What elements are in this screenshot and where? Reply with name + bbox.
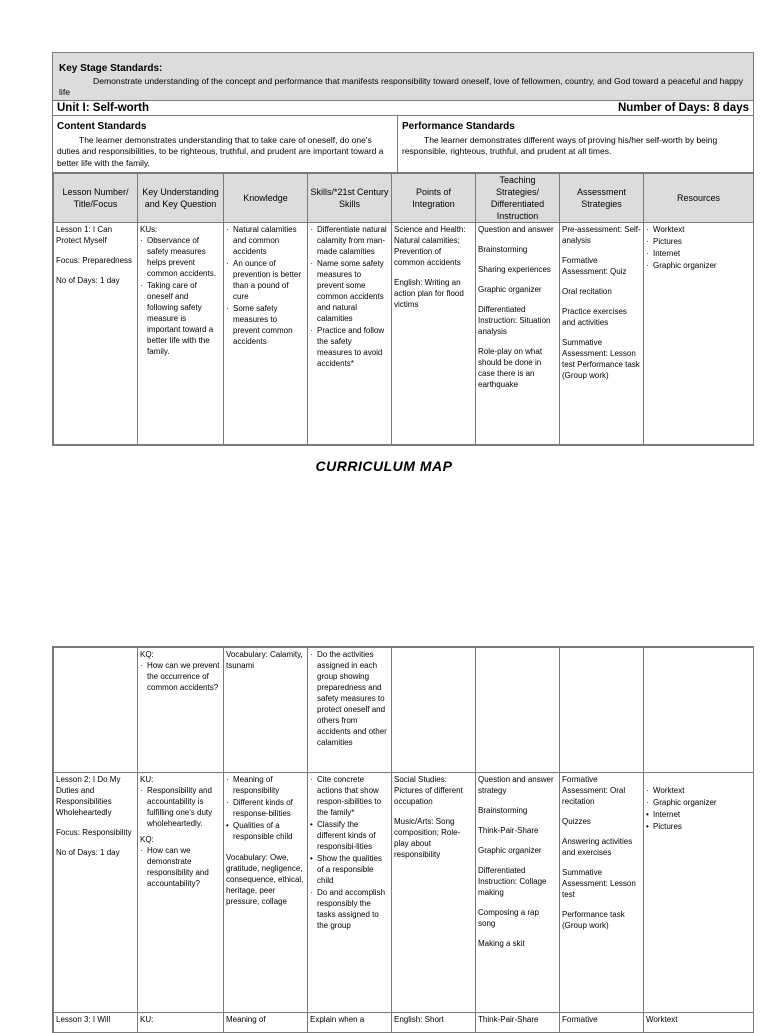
lesson-cell: Lesson 2: I Do My Duties and Responsibilities Wholeheartedly Focus: Responsibility No of Days: 1 day bbox=[54, 773, 138, 1013]
table-row bbox=[54, 223, 754, 445]
col-resources: Resources bbox=[644, 174, 754, 223]
standards-row bbox=[53, 116, 753, 173]
performance-standards-text: The learner demonstrates different ways of proving his/her self-worth by being responsible, righteous, truthful, and prudent at all times. bbox=[402, 134, 718, 156]
assessment-cell bbox=[560, 648, 644, 773]
col-teaching: Teaching Strategies/ Differentiated Instruction bbox=[476, 174, 560, 223]
curriculum-map-page-2 bbox=[52, 646, 754, 1033]
integration-cell: English: Short bbox=[392, 1013, 476, 1033]
key-understanding-cell: KU: · Responsibility and accountability is fulfilling one's duty wholeheartedly. KQ: · How can we demonstrate responsibility and accountability? bbox=[138, 773, 224, 1013]
knowledge-cell: Meaning of bbox=[224, 1013, 308, 1033]
integration-cell: Social Studies: Pictures of different occupation Music/Arts: Song composition; Role-play about responsibility bbox=[392, 773, 476, 1013]
page-title: CURRICULUM MAP bbox=[315, 458, 453, 474]
performance-standards-heading: Performance Standards bbox=[402, 121, 515, 132]
unit-title: Unit I: Self-worth bbox=[57, 102, 149, 114]
resources-cell: · Worktext · Pictures · Internet · Graphic organizer bbox=[644, 223, 754, 445]
skills-cell: Explain when a bbox=[308, 1013, 392, 1033]
table-row bbox=[54, 773, 754, 1013]
performance-standards bbox=[398, 116, 753, 172]
key-understanding-cell: KQ: · How can we prevent the occurrence of common accidents? bbox=[138, 648, 224, 773]
skills-cell: · Cite concrete actions that show respon-sibilities to the family* • Classify the different kinds of responsibi-lities • Show the qualities of a responsible child · Do and accomplish responsibly the tasks assigned to the group bbox=[308, 773, 392, 1013]
assessment-cell: Formative Assessment: Oral recitation Quizzes Answering activities and exercises Summative Assessment: Lesson test Performance task (Group work) bbox=[560, 773, 644, 1013]
col-integration: Points of Integration bbox=[392, 174, 476, 223]
lesson-cell bbox=[54, 648, 138, 773]
integration-cell bbox=[392, 648, 476, 773]
col-assessment: Assessment Strategies bbox=[560, 174, 644, 223]
unit-days: Number of Days: 8 days bbox=[617, 102, 749, 114]
col-knowledge: Knowledge bbox=[224, 174, 308, 223]
lesson-cell: Lesson 1: I Can Protect Myself Focus: Preparedness No of Days: 1 day bbox=[54, 223, 138, 445]
resources-cell bbox=[644, 648, 754, 773]
key-stage-heading: Key Stage Standards: bbox=[59, 63, 163, 74]
table-row bbox=[54, 648, 754, 773]
table-row bbox=[54, 1013, 754, 1033]
teaching-cell: Think-Pair-Share bbox=[476, 1013, 560, 1033]
table-header-row bbox=[54, 174, 754, 223]
teaching-cell: Question and answer Brainstorming Sharing experiences Graphic organizer Differentiated Instruction: Situation analysis Role-play on what should be done in case there is an earthquake bbox=[476, 223, 560, 445]
knowledge-cell: · Natural calamities and common accidents · An ounce of prevention is better than a pound of cure · Some safety measures to prevent common accidents bbox=[224, 223, 308, 445]
curriculum-map-page-1 bbox=[52, 52, 754, 446]
assessment-cell: Formative bbox=[560, 1013, 644, 1033]
key-understanding-cell: KUs: · Observance of safety measures helps prevent common accidents. · Taking care of oneself and following safety measure is important toward a better life with the family. bbox=[138, 223, 224, 445]
content-standards-heading: Content Standards bbox=[57, 121, 147, 132]
col-skills: Skills/*21st Century Skills bbox=[308, 174, 392, 223]
unit-row bbox=[53, 101, 753, 116]
col-lesson: Lesson Number/ Title/Focus bbox=[54, 174, 138, 223]
curriculum-table bbox=[53, 173, 754, 445]
curriculum-table-continued bbox=[53, 647, 754, 1033]
skills-cell: · Differentiate natural calamity from man-made calamities · Name some safety measures to prevent some common accidents and natural calamities · Practice and follow the safety measures to avoid accidents* bbox=[308, 223, 392, 445]
knowledge-cell: Vocabulary: Calamity, tsunami bbox=[224, 648, 308, 773]
resources-cell: · Worktext · Graphic organizer • Internet • Pictures bbox=[644, 773, 754, 1013]
skills-cell: · Do the activities assigned in each group showing preparedness and safety measures to protect oneself and others from accidents and other calamities bbox=[308, 648, 392, 773]
key-stage-text: Demonstrate understanding of the concept and performance that manifests responsibility toward oneself, love of fellowmen, country, and God toward a peaceful and happy life bbox=[59, 76, 744, 97]
content-standards bbox=[53, 116, 398, 172]
integration-cell: Science and Health: Natural calamities; Prevention of common accidents English: Writing an action plan for flood victims bbox=[392, 223, 476, 445]
resources-cell: Worktext bbox=[644, 1013, 754, 1033]
teaching-cell bbox=[476, 648, 560, 773]
teaching-cell: Question and answer strategy Brainstorming Think-Pair-Share Graphic organizer Differentiated Instruction: Collage making Composing a rap song Making a skit bbox=[476, 773, 560, 1013]
lesson-cell: Lesson 3: I Will bbox=[54, 1013, 138, 1033]
key-stage-standards bbox=[53, 53, 753, 101]
assessment-cell: Pre-assessment: Self-analysis Formative Assessment: Quiz Oral recitation Practice exercises and activities Summative Assessment: Lesson test Performance task (Group work) bbox=[560, 223, 644, 445]
knowledge-cell: · Meaning of responsibility · Different kinds of response-bilities • Qualities of a responsible child Vocabulary: Owe, gratitude, negligence, consequence, ethical, heritage, peer pressure, collage bbox=[224, 773, 308, 1013]
content-standards-text: The learner demonstrates understanding that to take care of oneself, do one's duties and responsibilities, to be righteous, truthful, and prudent are important toward a better life with the family. bbox=[57, 134, 384, 168]
col-key-understanding: Key Understanding and Key Question bbox=[138, 174, 224, 223]
key-understanding-cell: KU: bbox=[138, 1013, 224, 1033]
